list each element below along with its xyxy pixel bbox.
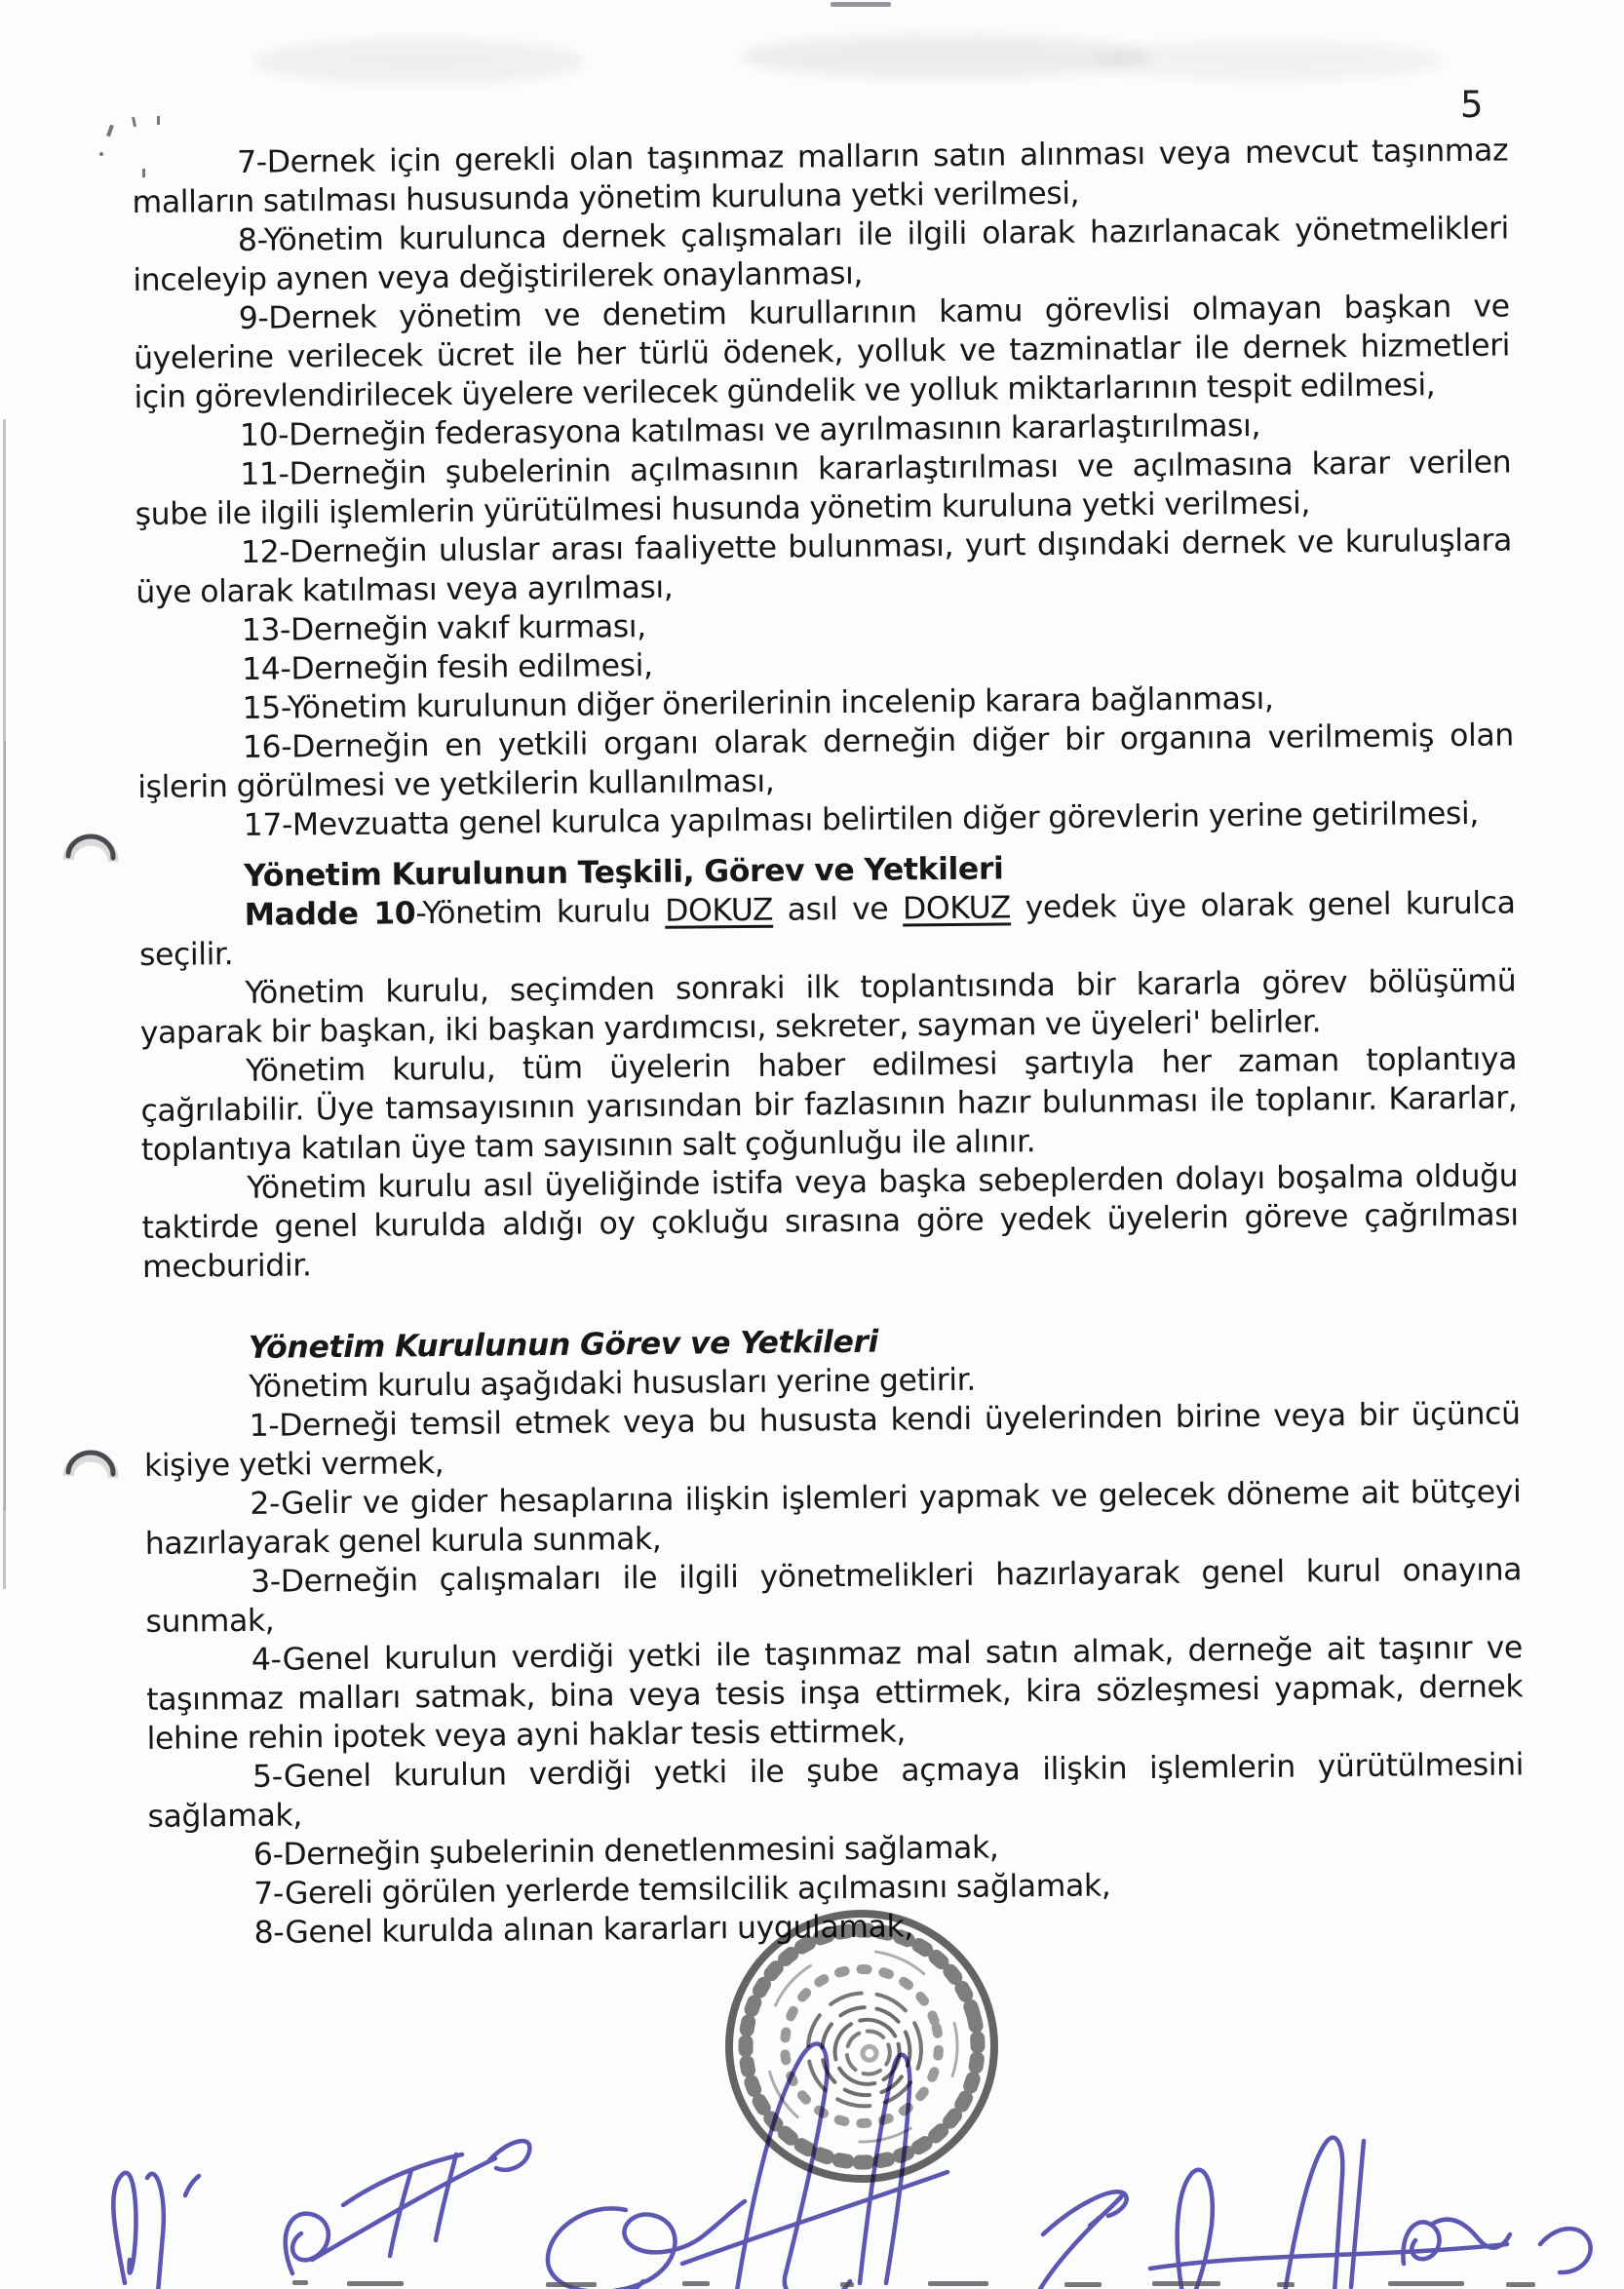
madde-10-label: Madde 10 (244, 896, 416, 933)
punch-hole-mark-top (58, 819, 127, 877)
scan-smudge (741, 35, 1150, 78)
section-heading-teskil: Yönetim Kurulunun Teşkili, Görev ve Yetkileri (244, 851, 1004, 894)
genel-kurul-clause-13: 13-Derneğin vakıf kurması, (241, 608, 646, 648)
scan-bottom-edge-marks (0, 2273, 1624, 2289)
genel-kurul-clause-9: 9-Dernek yönetim ve denetim kurullarının kamu görevlisi olmayan başkan ve üyelerine verilecek ücret ile her türlü ödenek, yolluk ve tazminatlar ile dernek hizmetleri için görevlendirilecek üyelere verilecek gündelik ve yolluk miktarlarının tespit edilmesi, (133, 289, 1511, 415)
gorev-clause-3: 3-Derneğin çalışmaları ile ilgili yönetmelikleri hazırlayarak genel kurul onayına sunmak, (145, 1552, 1523, 1640)
madde-10-text: yedek üye olarak genel kurulca seçilir. (138, 885, 1516, 973)
scan-edge-line (4, 741, 6, 1511)
ink-speck (157, 116, 160, 125)
gorev-clause-7: 7-Gereli görülen yerlerde temsilcilik açılmasını sağlamak, (253, 1868, 1111, 1912)
document-text (132, 131, 1526, 1953)
madde-10-text: asıl ve (772, 891, 904, 928)
genel-kurul-clause-12: 12-Derneğin uluslar arası faaliyette bulunması, yurt dışındaki dernek ve kuruluşlara üye olarak katılması veya ayrılması, (135, 523, 1513, 610)
scan-edge-mark (831, 2, 891, 7)
gorev-clause-8: 8-Genel kurulda alınan kararları uygulamak, (253, 1909, 914, 1951)
signatures (0, 1969, 1624, 2289)
ink-speck (99, 152, 103, 156)
punch-hole-mark-bottom (58, 1435, 127, 1494)
ink-speck (106, 125, 114, 137)
genel-kurul-clause-16: 16-Derneğin en yetkili organı olarak derneğin diğer bir organına verilmemiş olan işlerin görülmesi ve yetkilerin kullanılması, (137, 718, 1515, 805)
gorev-clause-1: 1-Derneği temsil etmek veya bu hususta kendi üyelerinden birine veya bir üçüncü kişiye yetki vermek, (143, 1396, 1521, 1484)
genel-kurul-clause-17: 17-Mevzuatta genel kurulca yapılması belirtilen diğer görevlerin yerine getirilmesi, (243, 795, 1480, 843)
gorev-clause-6: 6-Derneğin şubelerinin denetlenmesini sağlamak, (252, 1830, 999, 1873)
section-heading-gorev: Yönetim Kurulunun Görev ve Yetkileri (248, 1324, 879, 1366)
genel-kurul-clause-10: 10-Derneğin federasyona katılması ve ayrılmasının kararlaştırılması, (239, 407, 1261, 453)
dokuz-underlined-2: DOKUZ (902, 890, 1012, 927)
genel-kurul-clause-8: 8-Yönetim kurulunca dernek çalışmaları ile ilgili olarak hazırlanacak yönetmelikleri inceleyip aynen veya değiştirilerek onaylanması, (133, 211, 1510, 298)
teskil-paragraph-3: Yönetim kurulu asıl üyeliğinde istifa veya başka sebeplerden dolayı boşalma olduğu taktirde genel kurulda aldığı oy çokluğu sırasına göre yedek üyelerin göreve çağrılması mecburidir. (141, 1158, 1519, 1285)
madde-10-paragraph (138, 883, 1516, 975)
page-number: 5 (1460, 84, 1484, 126)
teskil-paragraph-2: Yönetim kurulu, tüm üyelerin haber edilmesi şartıyla her zaman toplantıya çağrılabilir. Üye tamsayısının yarısından bir fazlasının hazır bulunması ile toplanır. Kararlar, toplantıya katılan üye tam sayısının salt çoğunluğu ile alınır. (140, 1041, 1518, 1168)
gorev-intro: Yönetim kurulu aşağıdaki hususları yerine getirir. (249, 1362, 977, 1405)
scan-smudge (253, 39, 585, 84)
genel-kurul-clause-11: 11-Derneğin şubelerinin açılmasının kararlaştırılması ve açılmasına karar verilen şube ile ilgili işlemlerin yürütülmesi husunda yönetim kuruluna yetki verilmesi, (135, 445, 1512, 532)
dokuz-underlined-1: DOKUZ (664, 892, 774, 929)
genel-kurul-clause-7: 7-Dernek için gerekli olan taşınmaz malların satın alınması veya mevcut taşınmaz malların satılması hususunda yönetim kuruluna yetki verilmesi, (132, 133, 1509, 220)
madde-10-text: -Yönetim kurulu (415, 893, 666, 932)
teskil-paragraph-1: Yönetim kurulu, seçimden sonraki ilk toplantısında bir kararla görev bölüşümü yaparak bir başkan, iki başkan yardımcısı, sekreter, sayman ve üyeleri' belirler. (139, 963, 1517, 1051)
gorev-clause-5: 5-Genel kurulun verdiği yetki ile şube açmaya ilişkin işlemlerin yürütülmesini sağlamak, (147, 1747, 1525, 1835)
scan-smudge (1092, 41, 1443, 80)
genel-kurul-clause-15: 15-Yönetim kurulunun diğer önerilerinin incelenip karara bağlanması, (242, 680, 1274, 726)
ink-speck (132, 117, 136, 127)
gorev-clause-2: 2-Gelir ve gider hesaplarına ilişkin işlemleri yapmak ve gelecek döneme ait bütçeyi hazırlayarak genel kurula sunmak, (144, 1474, 1522, 1562)
genel-kurul-clause-14: 14-Derneğin fesih edilmesi, (242, 647, 653, 687)
gorev-clause-4: 4-Genel kurulun verdiği yetki ile taşınmaz mal satın almak, derneğe ait taşınır ve taşınmaz malları satmak, bina veya tesis inşa ettirmek, kira sözleşmesi yapmak, dernek lehine rehin ipotek veya ayni haklar tesis ettirmek, (146, 1630, 1524, 1757)
